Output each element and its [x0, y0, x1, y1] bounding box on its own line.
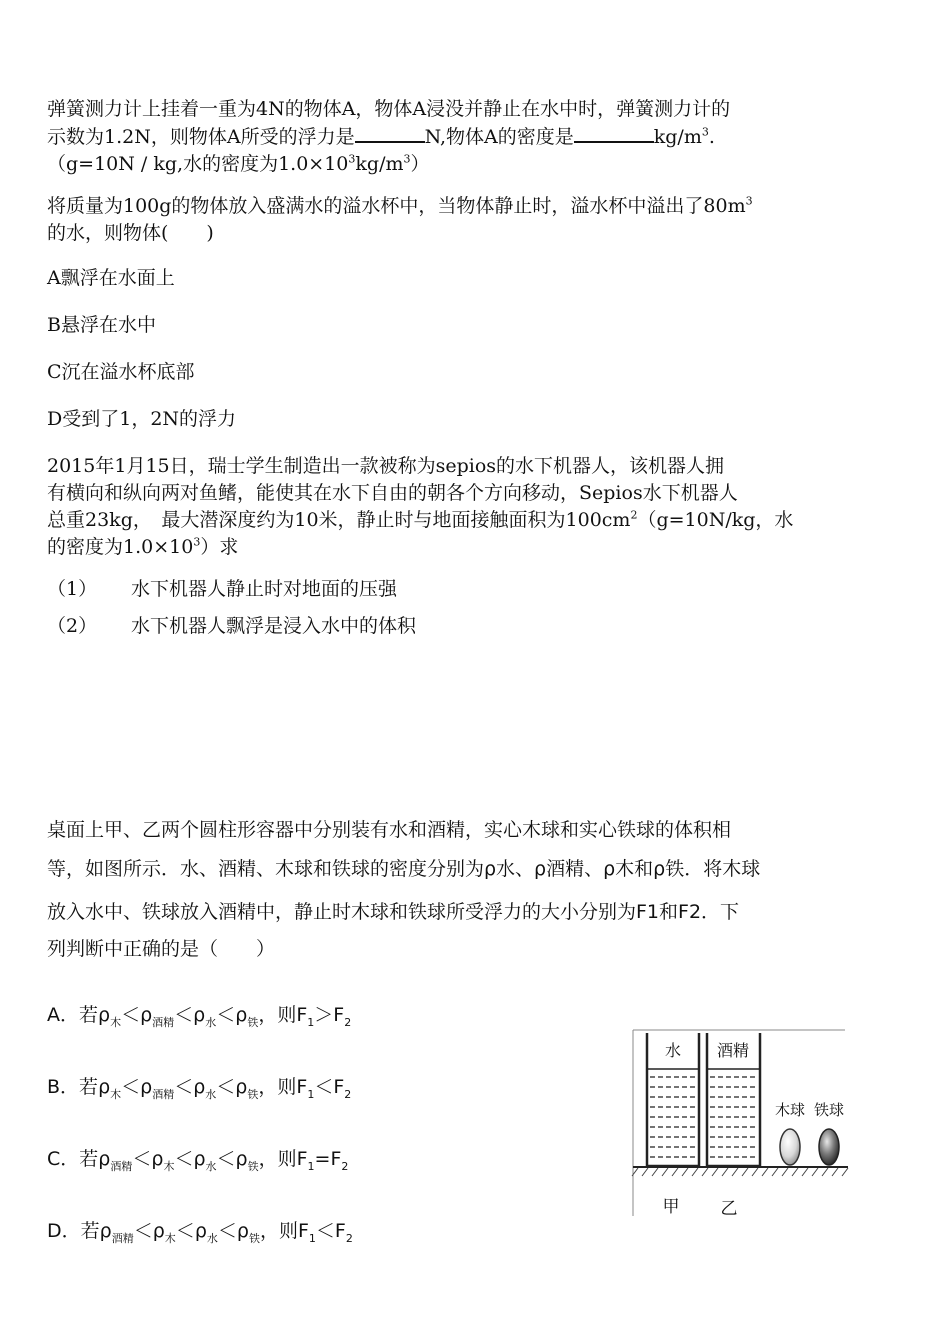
less-than: ＜ — [174, 1076, 194, 1098]
container-yi-label: 乙 — [720, 1199, 738, 1219]
rho-symbol: ρ — [98, 1148, 111, 1170]
subscript: 2 — [344, 1015, 352, 1029]
rho-symbol: ρ — [193, 1076, 206, 1098]
q4-line-4: 列判断中正确的是（ ） — [47, 938, 276, 960]
question-4 — [47, 816, 907, 964]
force-symbol: F — [296, 1004, 308, 1026]
less-than: ＜ — [132, 1148, 152, 1170]
subscript: 1 — [307, 1159, 315, 1173]
rho-symbol: ρ — [235, 1076, 248, 1098]
q1-period: . — [708, 126, 715, 148]
q3-line-4 — [47, 534, 907, 561]
comparison: = — [314, 1148, 331, 1170]
less-than: ＜ — [121, 1076, 141, 1098]
subscript: 酒精 — [111, 1231, 134, 1245]
subscript: 水 — [205, 1087, 217, 1101]
subscript: 2 — [341, 1159, 349, 1173]
q3-subquestion-1 — [47, 576, 397, 603]
q1-line-1: 弹簧测力计上挂着一重为4N的物体A，物体A浸没并静止在水中时，弹簧测力计的 — [47, 98, 731, 120]
rho-symbol: ρ — [194, 1220, 207, 1242]
q4-line-1: 桌面上甲、乙两个圆柱形容器中分别装有水和酒精，实心木球和实心铁球的体积相 — [47, 819, 732, 841]
superscript: 2 — [630, 508, 638, 522]
force-symbol: F — [330, 1148, 342, 1170]
option-label: A． — [47, 1004, 79, 1026]
q4-option-b[interactable] — [47, 1073, 351, 1102]
iron-ball-icon — [819, 1129, 839, 1165]
water-level-lines — [650, 1077, 697, 1157]
question-2 — [47, 193, 907, 247]
comparison: ＜ — [315, 1220, 335, 1242]
q2-line-2: 的水，则物体( ) — [47, 222, 214, 244]
subscript: 铁 — [247, 1015, 259, 1029]
subscript: 1 — [308, 1231, 316, 1245]
wood-ball-label: 木球 — [774, 1101, 806, 1119]
less-than: ＜ — [216, 1004, 236, 1026]
option-text: 若 — [79, 1076, 99, 1098]
container-jia-label: 甲 — [662, 1197, 680, 1217]
q3-subquestion-2 — [47, 613, 416, 640]
option-label: B． — [47, 1076, 80, 1098]
option-text: ，则 — [258, 1076, 297, 1098]
subscript: 2 — [345, 1231, 353, 1245]
less-than: ＜ — [216, 1076, 236, 1098]
option-text: ，则 — [258, 1004, 297, 1026]
less-than: ＜ — [217, 1220, 237, 1242]
q3-text: 总重23kg， 最大潜深度约为10米，静止时与地面接触面积为100cm — [47, 509, 631, 531]
subscript: 铁 — [248, 1231, 260, 1245]
subscript: 水 — [205, 1015, 217, 1029]
rho-symbol: ρ — [193, 1148, 206, 1170]
subquestion-text: 水下机器人飘浮是浸入水中的体积 — [131, 615, 417, 637]
option-label: D． — [47, 1220, 81, 1242]
subscript: 木 — [163, 1159, 175, 1173]
q3-text: ）求 — [200, 536, 239, 558]
q2-text: 将质量为100g的物体放入盛满水的溢水杯中，当物体静止时，溢水杯中溢出了80m — [47, 195, 746, 217]
rho-symbol: ρ — [236, 1220, 249, 1242]
less-than: ＜ — [175, 1220, 195, 1242]
q4-option-c[interactable] — [47, 1145, 348, 1174]
q1-text: N,物体A的密度是 — [424, 126, 574, 148]
q1-text: kg/m — [355, 153, 404, 175]
subquestion-number: （1） — [47, 578, 98, 600]
subquestion-text: 水下机器人静止时对地面的压强 — [131, 578, 398, 600]
subscript: 木 — [110, 1087, 122, 1101]
subscript: 酒精 — [110, 1159, 133, 1173]
superscript: 3 — [701, 125, 709, 139]
q2-line-1 — [47, 193, 907, 220]
q1-unit: kg/m — [653, 126, 702, 148]
answer-blank-buoyancy[interactable] — [355, 123, 425, 143]
iron-ball-label: 铁球 — [813, 1101, 845, 1119]
force-symbol: F — [333, 1076, 345, 1098]
subscript: 1 — [307, 1087, 315, 1101]
q3-line-3 — [47, 507, 907, 534]
alcohol-label: 酒精 — [716, 1041, 750, 1060]
superscript: 3 — [745, 194, 753, 208]
q2-option-b[interactable]: B悬浮在水中 — [47, 314, 156, 336]
ground-hatching — [632, 1168, 848, 1176]
subscript: 水 — [205, 1159, 217, 1173]
q1-text: 示数为1.2N，则物体A所受的浮力是 — [47, 126, 355, 148]
rho-symbol: ρ — [152, 1220, 165, 1242]
rho-symbol: ρ — [99, 1220, 112, 1242]
q2-option-d[interactable]: D受到了1，2N的浮力 — [47, 408, 237, 430]
subscript: 铁 — [247, 1087, 259, 1101]
rho-symbol: ρ — [151, 1148, 164, 1170]
q2-option-c[interactable]: C沉在溢水杯底部 — [47, 361, 195, 383]
comparison: ＜ — [314, 1076, 334, 1098]
q1-line-3 — [47, 151, 907, 178]
q2-option-a[interactable]: A飘浮在水面上 — [47, 267, 175, 289]
q3-text: （g=10N/kg，水 — [637, 509, 794, 531]
subscript: 木 — [110, 1015, 122, 1029]
rho-symbol: ρ — [98, 1076, 111, 1098]
rho-symbol: ρ — [235, 1148, 248, 1170]
q3-line-2: 有横向和纵向两对鱼鳍，能使其在水下自由的朝各个方向移动，Sepios水下机器人 — [47, 482, 738, 504]
subscript: 木 — [164, 1231, 176, 1245]
q1-text: （g=10N / kg,水的密度为1.0×10 — [47, 153, 349, 175]
subquestion-number: （2） — [47, 615, 98, 637]
superscript: 3 — [193, 535, 201, 549]
option-text: ，则 — [259, 1220, 298, 1242]
superscript: 3 — [403, 152, 411, 166]
answer-blank-density[interactable] — [574, 123, 654, 143]
option-text: 若 — [79, 1148, 99, 1170]
wood-ball-icon — [780, 1129, 800, 1165]
subscript: 酒精 — [152, 1015, 175, 1029]
force-symbol: F — [297, 1220, 309, 1242]
q4-line-3: 放入水中、铁球放入酒精中，静止时木球和铁球所受浮力的大小分别为F1和F2．下 — [47, 901, 740, 923]
subscript: 铁 — [247, 1159, 259, 1173]
rho-symbol: ρ — [235, 1004, 248, 1026]
q1-line-2 — [47, 123, 907, 151]
option-text: 若 — [80, 1220, 100, 1242]
less-than: ＜ — [121, 1004, 141, 1026]
question-1 — [47, 96, 907, 178]
rho-symbol: ρ — [193, 1004, 206, 1026]
force-symbol: F — [296, 1076, 308, 1098]
option-label: C． — [47, 1148, 80, 1170]
subscript: 2 — [344, 1087, 352, 1101]
subscript: 1 — [307, 1015, 315, 1029]
water-label: 水 — [664, 1041, 682, 1060]
comparison: ＞ — [314, 1004, 334, 1026]
subscript: 水 — [206, 1231, 218, 1245]
rho-symbol: ρ — [140, 1076, 153, 1098]
rho-symbol: ρ — [140, 1004, 153, 1026]
force-symbol: F — [296, 1148, 308, 1170]
less-than: ＜ — [133, 1220, 153, 1242]
containers-figure — [630, 1028, 850, 1220]
less-than: ＜ — [174, 1148, 194, 1170]
q3-text: 的密度为1.0×10 — [47, 536, 194, 558]
q4-line-2: 等，如图所示．水、酒精、木球和铁球的密度分别为ρ水、ρ酒精、ρ木和ρ铁．将木球 — [47, 858, 761, 880]
subscript: 酒精 — [152, 1087, 175, 1101]
force-symbol: F — [334, 1220, 346, 1242]
question-3 — [47, 453, 907, 561]
q3-line-1: 2015年1月15日，瑞士学生制造出一款被称为sepios的水下机器人，该机器人拥 — [47, 455, 725, 477]
q1-text: ） — [410, 153, 430, 175]
option-text: ，则 — [258, 1148, 297, 1170]
q4-option-a[interactable] — [47, 1001, 351, 1030]
q4-option-d[interactable] — [47, 1217, 353, 1246]
force-symbol: F — [333, 1004, 345, 1026]
less-than: ＜ — [216, 1148, 236, 1170]
less-than: ＜ — [174, 1004, 194, 1026]
alcohol-level-lines — [710, 1077, 758, 1157]
superscript: 3 — [348, 152, 356, 166]
option-text: 若 — [79, 1004, 99, 1026]
rho-symbol: ρ — [98, 1004, 111, 1026]
